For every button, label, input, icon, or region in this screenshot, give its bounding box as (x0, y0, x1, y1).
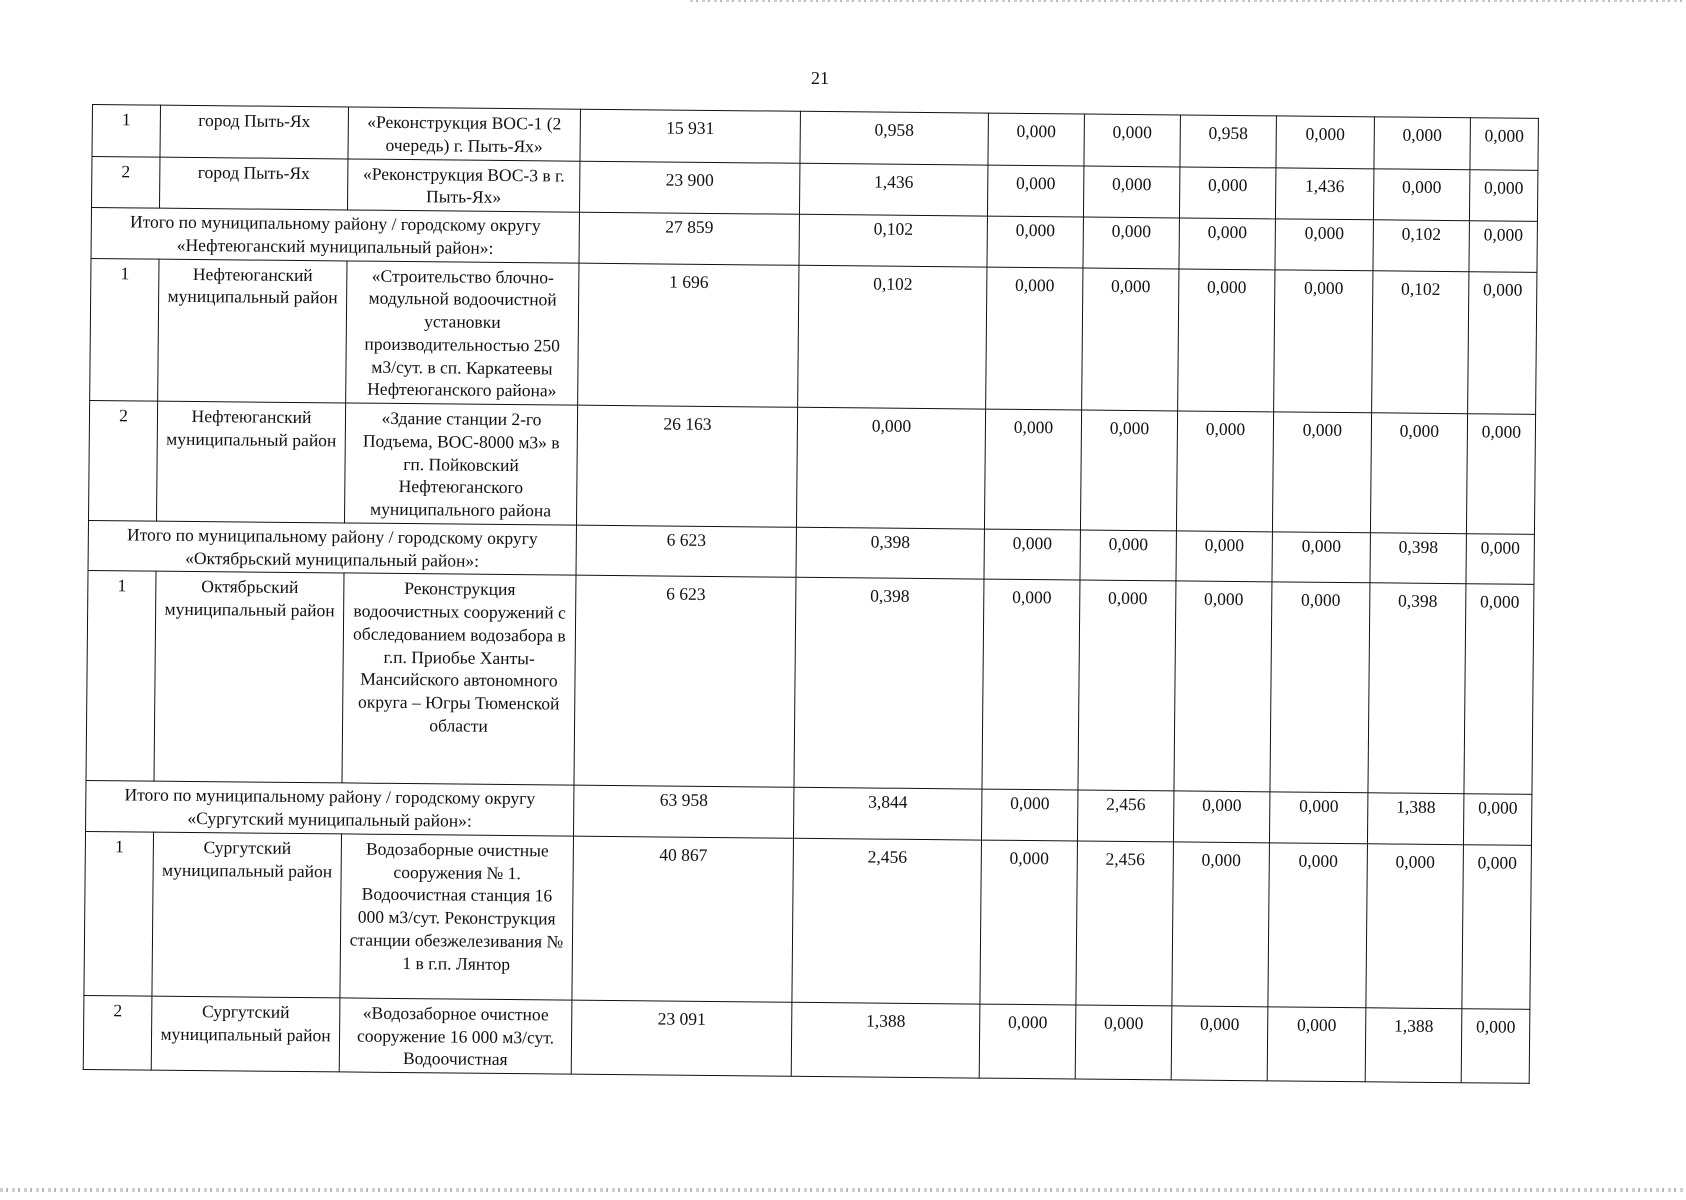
value-cell: 0,000 (1370, 413, 1467, 534)
capacity-cell: 23 091 (571, 1000, 792, 1076)
value-cell: 0,102 (1372, 270, 1469, 413)
value-cell: 0,000 (1470, 118, 1538, 170)
value-cell: 0,000 (1084, 114, 1180, 166)
value-cell: 0,000 (1469, 169, 1537, 221)
municipality-cell: Сургутский муниципальный район (151, 996, 340, 1072)
value-cell: 1,388 (791, 1002, 980, 1078)
capacity-cell: 15 931 (580, 109, 800, 163)
subtotal-label: Итого по муниципальному району / городскому округу «Нефтеюганский муниципальный район»: (91, 208, 579, 263)
value-cell: 0,398 (796, 527, 984, 579)
capacity-cell: 26 163 (576, 405, 797, 527)
value-cell: 2,456 (1077, 790, 1173, 841)
value-cell: 0,000 (987, 165, 1083, 217)
municipality-cell: город Пыть-Ях (160, 105, 348, 158)
value-cell: 0,398 (1368, 583, 1466, 794)
value-cell: 0,000 (1179, 166, 1275, 218)
municipality-cell: Октябрьский муниципальный район (154, 571, 344, 783)
municipality-cell: Нефтеюганский муниципальный район (157, 401, 346, 523)
value-cell: 0,000 (1468, 271, 1537, 414)
value-cell: 0,000 (984, 409, 1081, 530)
value-cell: 0,000 (980, 840, 1078, 1005)
value-cell: 0,000 (1268, 843, 1368, 1008)
value-cell: 0,000 (981, 789, 1077, 840)
row-number: 2 (83, 995, 152, 1070)
object-cell: «Реконструкция ВОС-1 (2 очередь) г. Пыть-Ях» (348, 107, 580, 161)
municipality-cell: Нефтеюганский муниципальный район (158, 259, 347, 403)
value-cell: 0,000 (1174, 581, 1272, 792)
table-row (86, 571, 1534, 795)
value-cell: 0,000 (1469, 221, 1537, 272)
value-cell: 0,000 (1080, 530, 1176, 581)
value-cell: 0,000 (1075, 1005, 1172, 1080)
value-cell: 0,000 (1171, 1006, 1268, 1081)
value-cell: 0,000 (1464, 584, 1534, 795)
row-number: 1 (92, 105, 160, 157)
row-number: 1 (90, 258, 159, 401)
municipality-cell: город Пыть-Ях (160, 157, 348, 210)
value-cell: 0,000 (988, 113, 1084, 165)
row-number: 2 (89, 400, 158, 520)
subtotal-label: Итого по муниципальному району / городскому округу «Сургутский муниципальный район»: (86, 781, 574, 836)
value-cell: 0,000 (1173, 791, 1269, 842)
value-cell: 0,958 (1180, 115, 1276, 167)
capacity-cell: 27 859 (579, 212, 799, 265)
object-cell: «Реконструкция ВОС-3 в г. Пыть-Ях» (347, 158, 579, 212)
capacity-cell: 23 900 (579, 161, 799, 215)
object-cell: Реконструкция водоочистных сооружений с обследованием водозабора в г.п. Приобье Ханты-Мансийского автономного округа – Югры Тюменской области (342, 573, 576, 785)
table-body (83, 105, 1538, 1084)
value-cell: 0,398 (1370, 533, 1466, 584)
value-cell: 0,000 (1274, 269, 1373, 412)
value-cell: 0,000 (1082, 268, 1179, 411)
value-cell: 0,000 (1267, 1007, 1366, 1082)
value-cell: 0,000 (1269, 792, 1367, 843)
row-number: 2 (92, 156, 160, 208)
row-number: 1 (86, 571, 156, 782)
value-cell: 0,000 (1466, 414, 1535, 534)
value-cell: 0,000 (796, 407, 985, 529)
value-cell: 0,000 (1078, 580, 1176, 791)
capacity-cell: 6 623 (576, 525, 796, 578)
value-cell: 0,000 (982, 579, 1080, 790)
value-cell: 0,102 (1373, 220, 1469, 271)
value-cell: 1,388 (1367, 793, 1463, 844)
object-cell: «Здание станции 2-го Подъема, ВОС-8000 м3» в гп. Пойковский Нефтеюганского муниципального района (344, 403, 577, 525)
value-cell: 1,436 (1275, 167, 1373, 219)
value-cell: 0,000 (1366, 844, 1464, 1009)
value-cell: 0,000 (1272, 412, 1371, 533)
value-cell: 0,000 (1178, 268, 1275, 411)
object-cell: «Строительство блочно-модульной водоочистной установки производительностью 250 м3/сут. в сп. Каркатеевы Нефтеюганского района» (346, 260, 579, 405)
value-cell: 0,000 (984, 529, 1080, 580)
object-cell: Водозаборные очистные сооружения № 1. Водоочистная станция 16 000 м3/сут. Реконструкция станции обезжелезивания № 1 в г.п. Лянтор (340, 834, 574, 1000)
value-cell: 0,000 (1374, 117, 1470, 169)
value-cell: 0,000 (986, 267, 1083, 410)
value-cell: 0,000 (1463, 794, 1531, 845)
value-cell: 0,398 (794, 578, 984, 790)
scan-artifact-top (690, 0, 1686, 2)
value-cell: 0,000 (1172, 842, 1270, 1007)
value-cell: 0,000 (1270, 582, 1370, 793)
row-number: 1 (84, 831, 154, 996)
subtotal-label: Итого по муниципальному району / городскому округу «Октябрьский муниципальный район»: (88, 520, 576, 575)
object-cell: «Водозаборное очистное сооружение 16 000 м3/сут. Водоочистная (339, 998, 572, 1074)
capacity-cell: 6 623 (574, 575, 796, 787)
value-cell: 0,000 (1080, 410, 1177, 531)
value-cell: 0,000 (979, 1004, 1076, 1079)
table-row (90, 258, 1537, 414)
value-cell: 0,000 (1083, 166, 1179, 218)
value-cell: 3,844 (793, 788, 981, 840)
value-cell: 0,000 (1466, 533, 1534, 584)
value-cell: 0,000 (1461, 1008, 1530, 1083)
value-cell: 2,456 (1076, 841, 1174, 1006)
value-cell: 1,436 (799, 163, 987, 216)
value-cell: 0,102 (799, 214, 987, 266)
value-cell: 0,000 (987, 216, 1083, 267)
value-cell: 0,000 (1373, 168, 1469, 220)
capacity-cell: 1 696 (578, 263, 799, 408)
table-row (84, 831, 1532, 1009)
value-cell: 0,000 (1462, 844, 1532, 1009)
value-cell: 2,456 (792, 838, 982, 1004)
value-cell: 0,000 (1083, 217, 1179, 268)
value-cell: 0,958 (800, 111, 988, 164)
value-cell: 0,000 (1275, 219, 1373, 270)
table-row (89, 400, 1536, 534)
value-cell: 0,000 (1176, 411, 1273, 532)
table-row (83, 995, 1530, 1083)
data-table (83, 104, 1539, 1084)
value-cell: 0,102 (798, 265, 987, 409)
page-number: 21 (811, 68, 829, 88)
capacity-cell: 63 958 (573, 785, 793, 838)
municipality-cell: Сургутский муниципальный район (152, 832, 342, 998)
value-cell: 0,000 (1176, 531, 1272, 582)
value-cell: 0,000 (1272, 532, 1370, 583)
capacity-cell: 40 867 (572, 836, 794, 1002)
scan-artifact-bottom (0, 1188, 1686, 1192)
value-cell: 0,000 (1276, 116, 1374, 168)
value-cell: 0,000 (1179, 218, 1275, 269)
value-cell: 1,388 (1365, 1008, 1462, 1083)
